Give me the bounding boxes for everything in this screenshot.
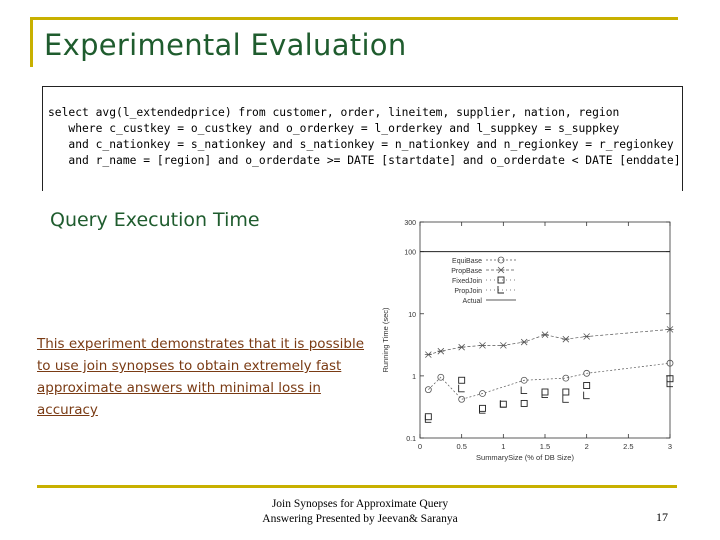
data-point-propbase (458, 344, 465, 350)
data-point-propbase (425, 352, 432, 358)
description-line: accuracy (37, 402, 98, 418)
data-point-propbase (500, 342, 507, 348)
data-point-fixedjoin (563, 389, 569, 395)
sql-query-box (42, 86, 683, 191)
slide-title: Experimental Evaluation (44, 28, 407, 62)
data-point-propjoin (563, 395, 569, 402)
data-point-fixedjoin (425, 414, 431, 420)
legend-marker-propbase (498, 267, 505, 273)
title-frame-horizontal (30, 17, 678, 20)
data-point-propjoin (425, 415, 431, 422)
legend-label-actual: Actual (462, 298, 482, 305)
data-point-propbase (542, 332, 549, 338)
legend-label-equibase: EquiBase (452, 258, 482, 265)
series-line-propbase (428, 329, 670, 354)
running-time-chart (370, 212, 690, 472)
footer-line: Answering Presented by Jeevan& Saranya (262, 513, 458, 525)
title-frame-vertical (30, 17, 33, 67)
data-point-propbase (437, 348, 444, 354)
description-line: to use join synopses to obtain extremely fast (37, 358, 342, 374)
y-tick-label: 300 (404, 220, 416, 227)
x-axis-label: SummarySize (% of DB Size) (476, 453, 574, 462)
data-point-fixedjoin (584, 383, 590, 389)
y-tick-label: 10 (408, 311, 416, 319)
legend-label-propbase: PropBase (451, 268, 482, 275)
description-line: approximate answers with minimal loss in (37, 380, 321, 396)
sql-query-line: where c_custkey = o_custkey and o_orderkey = l_orderkey and l_suppkey = s_suppkey (48, 122, 620, 135)
data-point-fixedjoin (480, 405, 486, 411)
x-tick-label: 0.5 (456, 442, 467, 451)
data-point-fixedjoin (459, 377, 465, 383)
x-tick-label: 2 (584, 442, 589, 451)
y-tick-label: 100 (404, 249, 416, 257)
data-point-propjoin (542, 391, 548, 398)
data-point-propjoin (459, 385, 465, 392)
y-tick-label: 0.1 (406, 436, 416, 443)
data-point-fixedjoin (542, 389, 548, 395)
data-point-propbase (479, 342, 486, 348)
data-point-propjoin (480, 406, 486, 413)
data-point-propjoin (521, 387, 527, 394)
data-point-equibase (459, 396, 465, 402)
sql-query-line: select avg(l_extendedprice) from customer, order, lineitem, supplier, nation, region (48, 106, 620, 119)
description-link[interactable] (37, 333, 382, 421)
page-number: 17 (656, 510, 668, 524)
data-point-propbase (562, 336, 569, 342)
footer-line: Join Synopses for Approximate Query (271, 498, 449, 510)
y-axis-label: Running Time (sec) (381, 307, 390, 373)
x-tick-label: 3 (667, 442, 673, 451)
x-tick-label: 0 (417, 442, 423, 451)
sql-query-line: and c_nationkey = s_nationkey and s_nationkey = n_nationkey and n_regionkey = r_regionkey (48, 138, 674, 151)
x-tick-label: 1.5 (539, 442, 551, 451)
section-title: Query Execution Time (50, 209, 260, 231)
data-point-propbase (521, 339, 528, 345)
x-tick-label: 2.5 (623, 442, 634, 451)
legend-label-propjoin: PropJoin (454, 288, 482, 295)
legend-marker-propjoin (498, 286, 504, 293)
y-tick-label: 1 (412, 373, 416, 381)
footer-divider (37, 485, 677, 488)
plot-frame (420, 222, 670, 438)
legend-label-fixedjoin: FixedJoin (452, 278, 482, 285)
x-tick-label: 1 (501, 442, 506, 451)
description-line: This experiment demonstrates that it is possible (37, 336, 365, 352)
data-point-fixedjoin (521, 400, 527, 406)
sql-query-line: and r_name = [region] and o_orderdate >= DATE [startdate] and o_orderdate < DATE [enddate] (48, 154, 681, 167)
footer-caption (230, 497, 490, 527)
data-point-propjoin (584, 392, 590, 399)
data-point-propbase (583, 334, 590, 340)
data-point-fixedjoin (500, 401, 506, 407)
